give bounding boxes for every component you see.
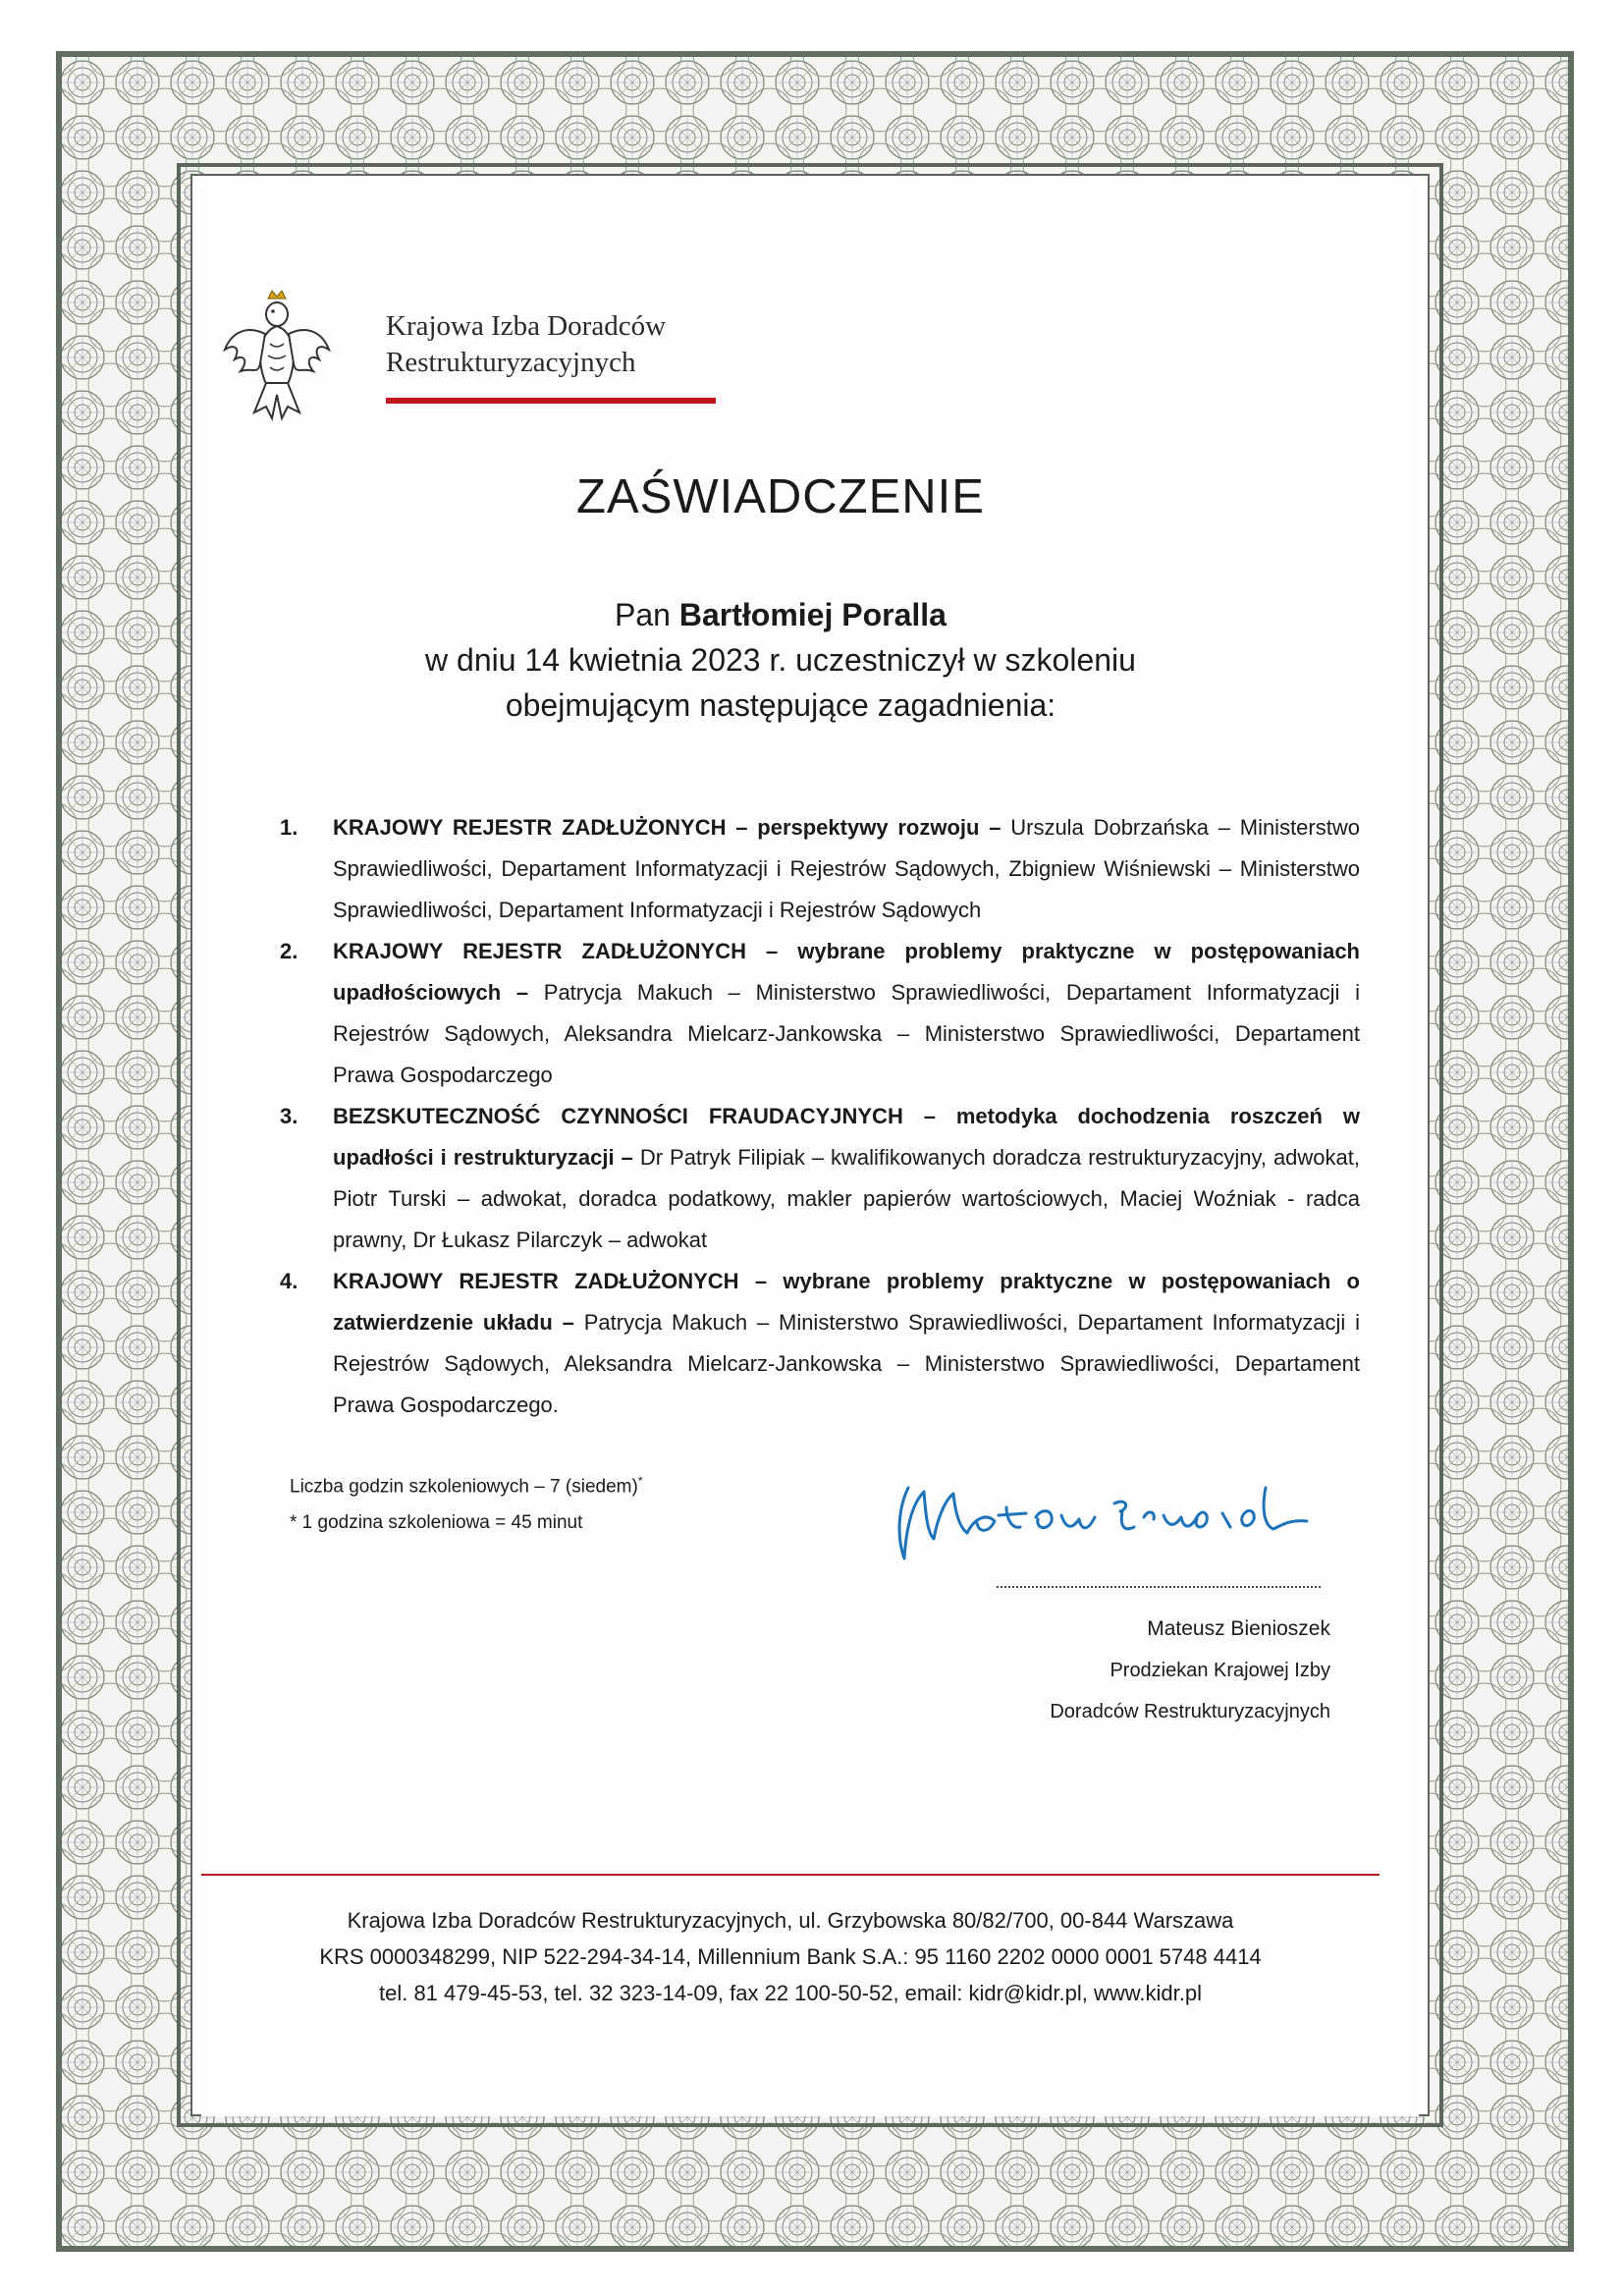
intro-line3: obejmującym następujące zagadnienia: <box>505 687 1056 723</box>
footnote-marker: * <box>637 1474 643 1488</box>
topic-speakers: Patrycja Makuch – Ministerstwo Sprawiedliwości, Departament Informatyzacji i Rejestrów Sądowych, Aleksandra Mielcarz-Jankowska – Ministerstwo Sprawiedliwości, Departament Prawa Gospodarczego. <box>333 1310 1360 1417</box>
signer-block <box>1050 1609 1330 1732</box>
organization-header <box>221 285 731 422</box>
topic-title: KRAJOWY REJESTR ZADŁUŻONYCH – wybrane problemy praktyczne w postępowaniach upadłościowych – <box>333 939 1360 1005</box>
hours-count-text: Liczba godzin szkoleniowych – 7 (siedem) <box>290 1476 638 1498</box>
organization-name <box>386 308 666 381</box>
footer-address: Krajowa Izba Doradców Restrukturyzacyjnych, ul. Grzybowska 80/82/700, 00-844 Warszawa <box>347 1908 1234 1933</box>
topic-number: 2. <box>280 939 298 963</box>
salutation: Pan <box>615 597 671 632</box>
polish-eagle-emblem-icon <box>221 285 334 422</box>
topic-item <box>280 1096 1360 1261</box>
handwritten-signature <box>869 1449 1330 1586</box>
footer-registry: KRS 0000348299, NIP 522-294-34-14, Millennium Bank S.A.: 95 1160 2202 0000 0001 5748 4414 <box>319 1944 1262 1969</box>
intro-line2: w dniu 14 kwietnia 2023 r. uczestniczył w szkoleniu <box>425 642 1136 678</box>
training-hours <box>290 1463 643 1541</box>
topic-speakers: Patrycja Makuch – Ministerstwo Sprawiedliwości, Departament Informatyzacji i Rejestrów Sądowych, Aleksandra Mielcarz-Jankowska – Ministerstwo Sprawiedliwości, Departament Prawa Gospodarczego <box>333 980 1360 1087</box>
footer-contact <box>201 1902 1380 2011</box>
hours-count <box>290 1463 643 1504</box>
topic-speakers: Urszula Dobrzańska – Ministerstwo Sprawiedliwości, Departament Informatyzacji i Rejestrów Sądowych, Zbigniew Wiśniewski – Ministerstwo Sprawiedliwości, Departament Informatyzacji i Rejestrów Sądowych <box>333 815 1360 922</box>
topic-item <box>280 807 1360 931</box>
topic-item <box>280 931 1360 1096</box>
certificate-intro <box>201 592 1360 728</box>
document-title: ZAŚWIADCZENIE <box>576 470 985 523</box>
participant-name: Bartłomiej Poralla <box>678 597 947 632</box>
signature-dotted-line <box>997 1586 1321 1588</box>
footer-contacts: tel. 81 479-45-53, tel. 32 323-14-09, fax 22 100-50-52, email: kidr@kidr.pl, www.kidr.pl <box>378 1981 1202 2005</box>
intro-line1 <box>201 592 1360 637</box>
signer-role-line2: Doradców Restrukturyzacyjnych <box>1050 1701 1330 1722</box>
signer-name: Mateusz Bienioszek <box>1147 1617 1330 1640</box>
topic-speakers: Dr Patryk Filipiak – kwalifikowanych doradcza restrukturyzacyjny, adwokat, Piotr Turski – adwokat, doradca podatkowy, makler papierów wartościowych, Maciej Woźniak - radca prawny, Dr Łukasz Pilarczyk – adwokat <box>333 1145 1360 1252</box>
topic-number: 4. <box>280 1269 298 1293</box>
certificate-body <box>201 182 1419 2116</box>
footer-red-rule <box>201 1874 1380 1876</box>
topic-number: 3. <box>280 1104 298 1128</box>
organization-name-line1: Krajowa Izba Doradców <box>386 310 667 342</box>
hours-footnote: * 1 godzina szkoleniowa = 45 minut <box>290 1512 583 1534</box>
topic-item <box>280 1261 1360 1426</box>
signer-role-line1: Prodziekan Krajowej Izby <box>1110 1660 1330 1681</box>
topic-title: KRAJOWY REJESTR ZADŁUŻONYCH – perspektywy rozwoju – <box>333 815 1001 840</box>
organization-name-line2: Restrukturyzacyjnych <box>386 347 636 378</box>
topic-number: 1. <box>280 815 298 840</box>
header-red-rule <box>386 398 716 404</box>
topic-title: KRAJOWY REJESTR ZADŁUŻONYCH – wybrane problemy praktyczne w postępowaniach o zatwierdzenie układu – <box>333 1269 1360 1335</box>
topics-list <box>280 807 1360 1426</box>
topic-title: BEZSKUTECZNOŚĆ CZYNNOŚCI FRAUDACYJNYCH – metodyka dochodzenia roszczeń w upadłości i restrukturyzacji – <box>333 1104 1360 1170</box>
signature-stroke <box>899 1488 1307 1558</box>
